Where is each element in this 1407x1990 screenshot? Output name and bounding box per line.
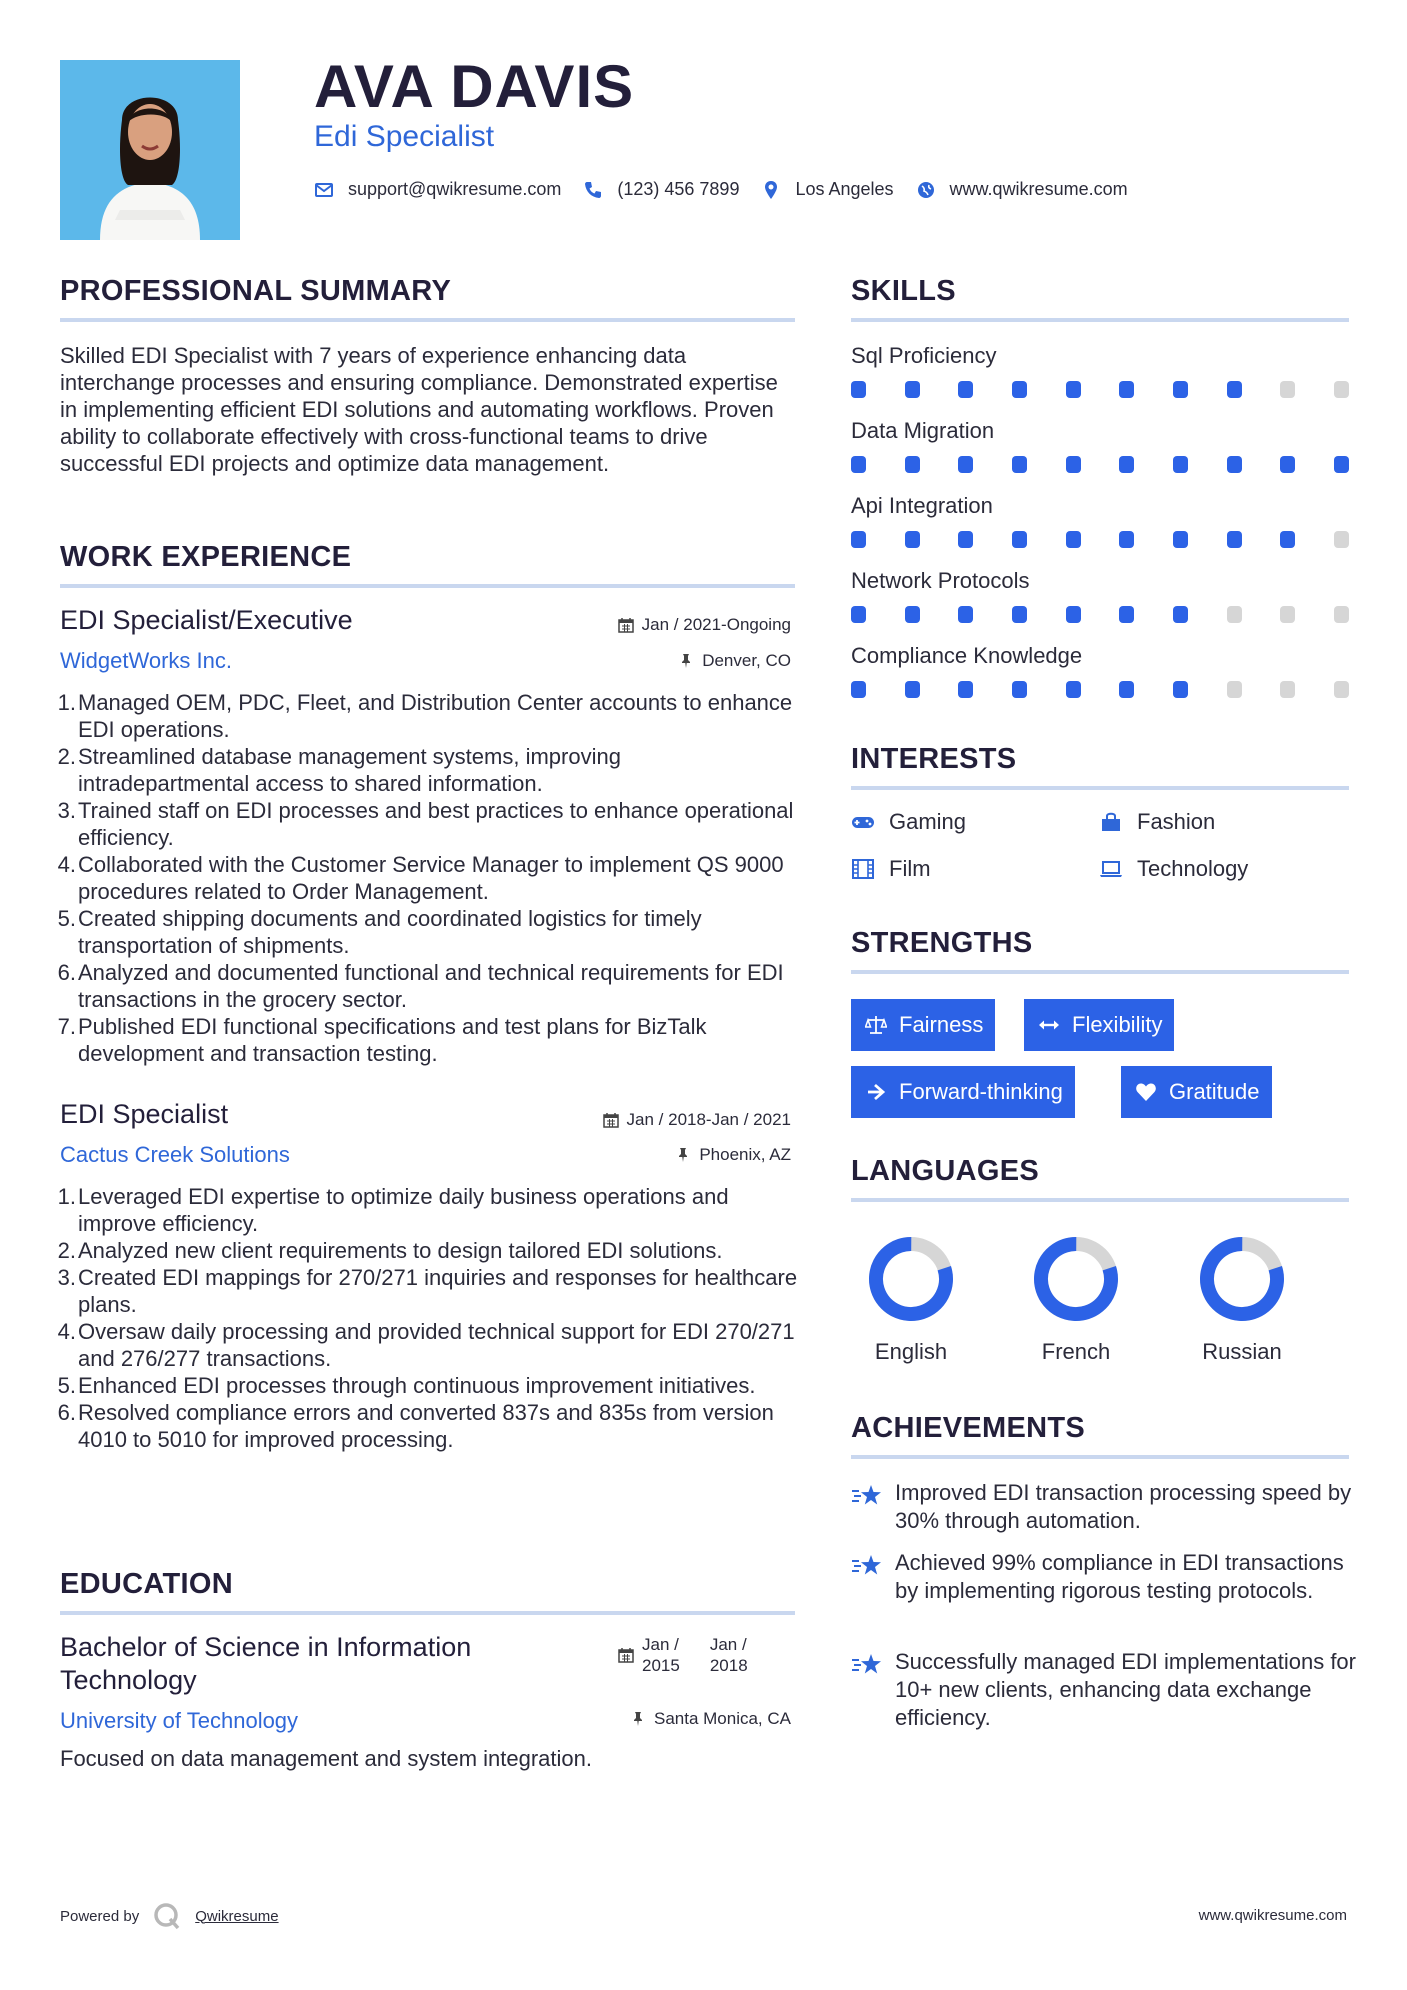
job-1-duties [57,689,798,1067]
skill-dot-filled [1066,531,1081,548]
skill-dot-empty [1334,531,1349,548]
laptop-icon [1099,859,1123,879]
skill-rating [851,681,1349,699]
job-1-title: EDI Specialist/Executive [60,605,353,635]
education-heading: EDUCATION [60,1568,233,1600]
interest-technology: Technology [1099,856,1248,882]
skill-dot-filled [1066,381,1081,398]
skill-dot-filled [1066,681,1081,698]
summary-text: Skilled EDI Specialist with 7 years of experience enhancing data interchange processes and ensuring compliance. Demonstrated expertise in implementing efficient EDI solutions and automating workflows. Proven ability to collaborate effectively with cross-functional teams to drive successful EDI projects and optimize data management. [60,343,778,476]
job-2-dates-text: Jan / 2018-Jan / 2021 [626,1110,791,1129]
language-ring-fill [867,1235,955,1323]
education-location-text: Santa Monica, CA [653,1709,791,1728]
contact-website[interactable] [916,179,1128,200]
email-text: support@qwikresume.com [348,179,562,199]
footer-website[interactable]: www.qwikresume.com [1198,1907,1347,1924]
qwikresume-link[interactable]: Qwikresume [195,1907,279,1925]
language-english [856,1234,966,1324]
skill-dot-filled [1119,606,1134,623]
job-title-heading: Edi Specialist [314,120,495,153]
footer-powered-by [60,1902,279,1930]
job-1-company: WidgetWorks Inc. [60,648,232,673]
calendar-icon [618,617,634,633]
skill-dot-filled [1119,681,1134,698]
job-1-location-text: Denver, CO [702,651,791,670]
language-ring-fill [1032,1235,1120,1323]
job-1-dates-text: Jan / 2021-Ongoing [641,615,791,634]
job-1-location [678,651,791,671]
job-2-duties [57,1183,798,1453]
skill-dot-filled [1012,531,1027,548]
skills-rule [851,318,1349,322]
shopping-bag-icon [1099,812,1123,832]
language-label: French [1041,1339,1111,1364]
skill-dot-filled [905,381,920,398]
contact-bar [314,179,1150,200]
phone-icon [583,180,603,200]
skill-dot-empty [1280,606,1295,623]
skill-name: Network Protocols [851,568,1030,593]
job-2-duty: 4. Oversaw daily processing and provided technical support for EDI 270/271 and 276/277 transactions. [57,1319,795,1371]
language-ring-fill [1198,1235,1286,1323]
skill-dot-filled [958,606,973,623]
skill-dot-filled [905,606,920,623]
interests-heading: INTERESTS [851,743,1017,775]
strength-badge-fairness: Fairness [851,999,995,1051]
pin-icon [678,653,694,669]
arrow-right-icon [865,1081,887,1103]
arrows-horizontal-icon [1038,1014,1060,1036]
language-label: Russian [1202,1339,1282,1364]
skill-dot-empty [1227,606,1242,623]
calendar-icon [603,1112,619,1128]
skill-dot-filled [1119,381,1134,398]
calendar-icon [618,1647,634,1663]
experience-rule [60,584,795,588]
skill-dot-filled [1066,456,1081,473]
pin-icon [675,1147,691,1163]
balance-scale-icon [865,1014,887,1036]
skill-dot-empty [1280,681,1295,698]
language-proficiency-ring [1031,1234,1121,1324]
skill-dot-filled [1173,381,1188,398]
language-russian [1187,1234,1297,1324]
strength-badge-forward-thinking: Forward-thinking [851,1066,1075,1118]
strengths-rule [851,970,1349,974]
skill-dot-filled [1227,381,1242,398]
job-2-duty: 6. Resolved compliance errors and converted 837s and 835s from version 4010 to 5010 for improved processing. [57,1400,774,1452]
job-2-duty: 1. Leveraged EDI expertise to optimize daily business operations and improve efficiency. [57,1184,729,1236]
skill-dot-filled [1173,681,1188,698]
skill-dot-filled [1012,381,1027,398]
job-1-duty: 1. Managed OEM, PDC, Fleet, and Distribution Center accounts to enhance EDI operations. [57,690,793,742]
achievement-item: Successfully managed EDI implementations for 10+ new clients, enhancing data exchange efficiency. [851,1648,1361,1738]
skill-rating [851,381,1349,399]
interest-fashion: Fashion [1099,809,1215,835]
skill-dot-filled [1173,606,1188,623]
skill-dot-empty [1227,681,1242,698]
contact-location [761,179,893,200]
skill-dot-filled [1119,456,1134,473]
interest-film: Film [851,856,931,882]
job-2-duty: 3. Created EDI mappings for 270/271 inquiries and responses for healthcare plans. [57,1265,798,1317]
skill-dot-empty [1334,681,1349,698]
envelope-icon [314,180,334,200]
globe-icon [916,180,936,200]
skill-dot-filled [1012,456,1027,473]
skill-dot-filled [1227,531,1242,548]
interests-rule [851,786,1349,790]
shooting-star-icon [851,1483,883,1509]
gamepad-icon [851,812,875,832]
candidate-name: AVA DAVIS [314,53,635,120]
skill-name: Api Integration [851,493,993,518]
skill-rating [851,606,1349,624]
contact-email[interactable] [314,179,561,200]
interest-gaming: Gaming [851,809,966,835]
strength-badge-gratitude: Gratitude [1121,1066,1272,1118]
job-2-dates [603,1110,791,1130]
skills-heading: SKILLS [851,275,956,307]
education-description: Focused on data management and system integration. [60,1746,592,1771]
skill-dot-filled [851,381,866,398]
skill-dot-filled [1280,531,1295,548]
achievements-rule [851,1455,1349,1459]
map-marker-icon [761,180,781,200]
phone-text: (123) 456 7899 [617,179,740,199]
education-degree: Bachelor of Science in Information Technology [60,1632,472,1695]
skill-dot-empty [1280,381,1295,398]
job-1-duty: 4. Collaborated with the Customer Service Manager to implement QS 9000 procedures related to Order Management. [57,852,784,904]
pin-icon [630,1711,646,1727]
job-2-duty: 5. Enhanced EDI processes through continuous improvement initiatives. [57,1373,756,1398]
education-end: Jan / 2018 [709,1635,748,1675]
skill-dot-filled [1173,456,1188,473]
contact-phone[interactable] [583,179,739,200]
skill-dot-filled [958,681,973,698]
skill-name: Sql Proficiency [851,343,997,368]
skill-dot-filled [851,456,866,473]
job-1-dates [618,615,791,635]
education-school: University of Technology [60,1708,299,1733]
skill-dot-filled [1012,681,1027,698]
languages-rule [851,1198,1349,1202]
education-location [630,1709,791,1729]
experience-heading: WORK EXPERIENCE [60,541,352,573]
skill-dot-filled [1280,456,1295,473]
strengths-heading: STRENGTHS [851,927,1033,959]
skill-dot-empty [1334,381,1349,398]
education-dates [618,1634,770,1676]
location-text: Los Angeles [795,179,894,199]
skill-rating [851,456,1349,474]
skill-dot-filled [1173,531,1188,548]
job-1-duty: 5. Created shipping documents and coordinated logistics for timely transportation of shipments. [57,906,702,958]
skill-dot-filled [1119,531,1134,548]
achievements-heading: ACHIEVEMENTS [851,1412,1086,1444]
skill-dot-filled [1334,456,1349,473]
qwikresume-logo-icon [153,1902,181,1930]
skill-dot-filled [905,681,920,698]
job-1-duty: 3. Trained staff on EDI processes and best practices to enhance operational efficiency. [57,798,794,850]
skill-dot-empty [1334,606,1349,623]
languages-heading: LANGUAGES [851,1155,1039,1187]
website-text: www.qwikresume.com [949,179,1128,199]
language-french [1021,1234,1131,1324]
skill-dot-filled [1227,456,1242,473]
education-rule [60,1611,795,1615]
strength-badge-flexibility: Flexibility [1024,999,1174,1051]
skill-dot-filled [905,456,920,473]
powered-by-text: Powered by [60,1907,140,1925]
skill-dot-filled [905,531,920,548]
skill-name: Compliance Knowledge [851,643,1083,668]
profile-photo [60,60,240,240]
achievement-item: Improved EDI transaction processing speed by 30% through automation. [851,1479,1361,1539]
skill-dot-filled [851,681,866,698]
skill-dot-filled [958,456,973,473]
education-start: Jan / 2015 [642,1635,680,1675]
job-2-duty: 2. Analyzed new client requirements to design tailored EDI solutions. [57,1238,723,1263]
skill-dot-filled [851,606,866,623]
skill-dot-filled [958,381,973,398]
job-2-location-text: Phoenix, AZ [699,1145,791,1164]
skill-dot-filled [851,531,866,548]
job-1-duty: 7. Published EDI functional specifications and test plans for BizTalk development and transaction testing. [57,1014,707,1066]
summary-heading: PROFESSIONAL SUMMARY [60,275,452,307]
shooting-star-icon [851,1553,883,1579]
skill-dot-filled [958,531,973,548]
language-label: English [874,1339,948,1364]
skill-name: Data Migration [851,418,995,443]
language-proficiency-ring [866,1234,956,1324]
heart-icon [1135,1081,1157,1103]
skill-rating [851,531,1349,549]
job-1-duty: 2. Streamlined database management systems, improving intradepartmental access to shared information. [57,744,621,796]
job-1-duty: 6. Analyzed and documented functional and technical requirements for EDI transactions in the grocery sector. [57,960,784,1012]
job-2-location [675,1145,791,1165]
job-2-title: EDI Specialist [60,1099,229,1129]
film-icon [851,859,875,879]
summary-rule [60,318,795,322]
achievement-item: Achieved 99% compliance in EDI transactions by implementing rigorous testing protocols. [851,1549,1361,1639]
skill-dot-filled [1012,606,1027,623]
job-2-company: Cactus Creek Solutions [60,1142,290,1167]
language-proficiency-ring [1197,1234,1287,1324]
skill-dot-filled [1066,606,1081,623]
shooting-star-icon [851,1652,883,1678]
